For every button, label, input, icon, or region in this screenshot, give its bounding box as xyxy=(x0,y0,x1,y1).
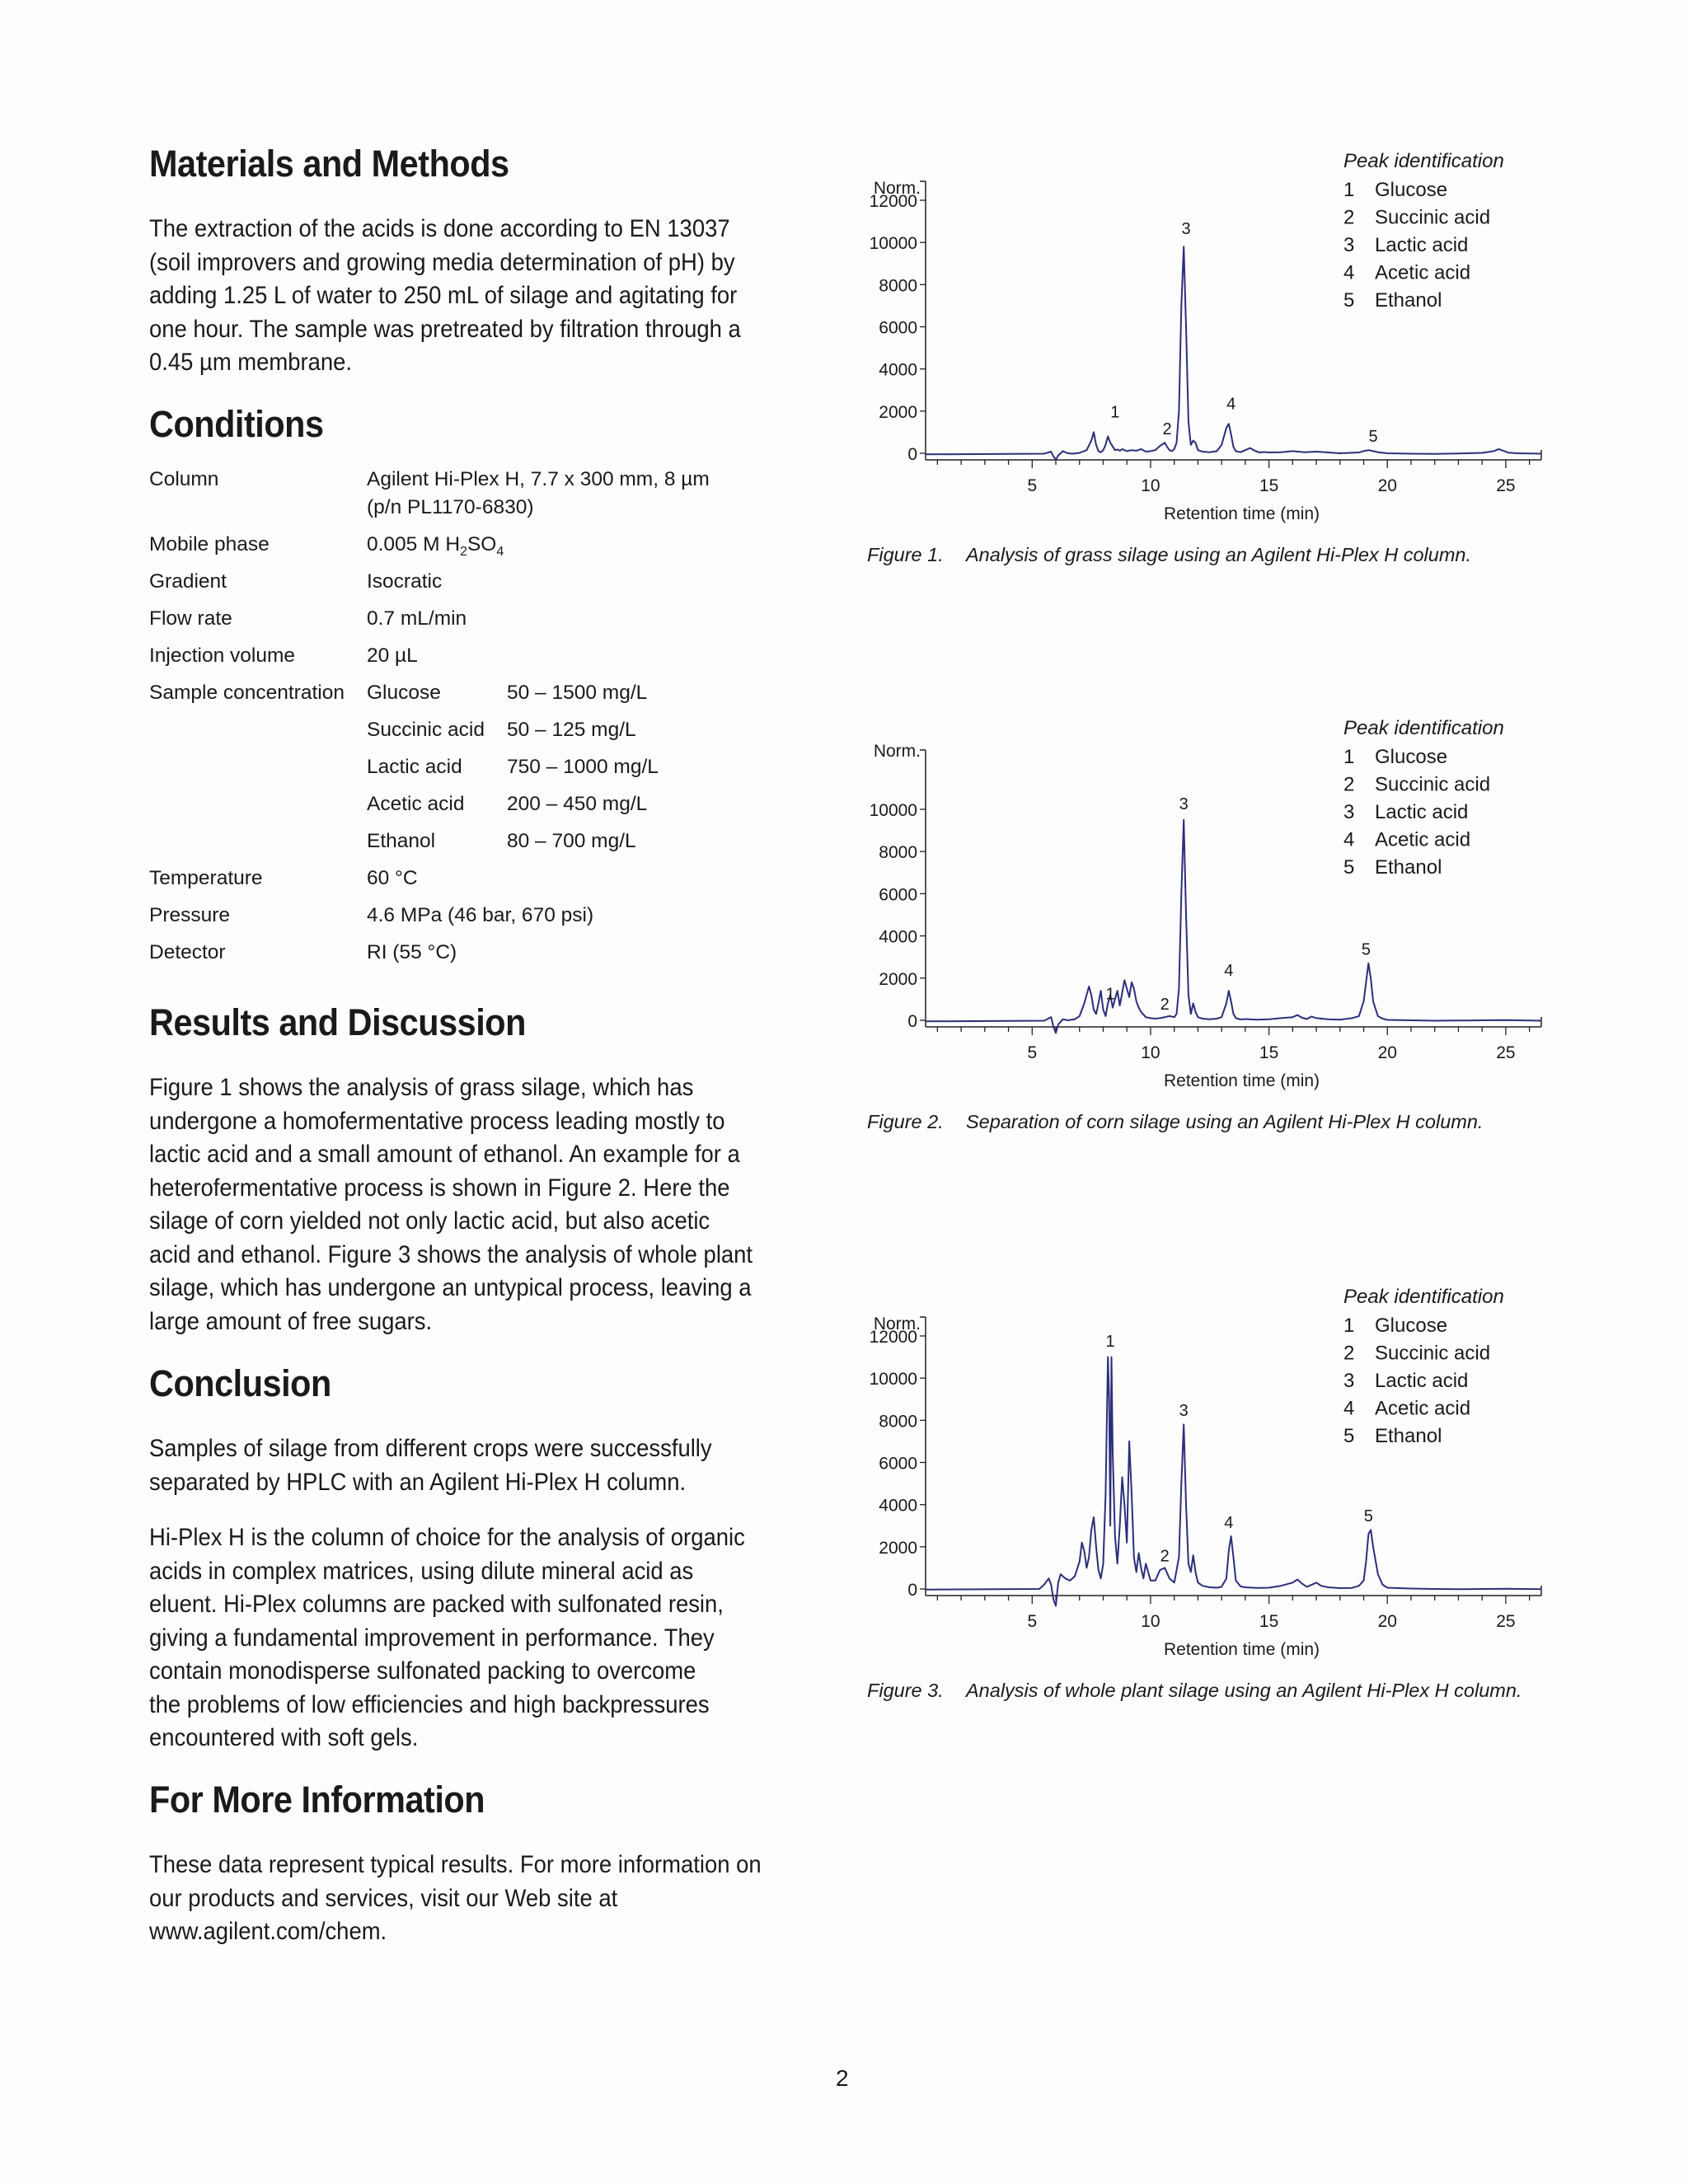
x-tick-label: 15 xyxy=(1259,1043,1279,1062)
caption-text: Analysis of whole plant silage using an Agilent Hi-Plex H column. xyxy=(966,1680,1522,1701)
condition-value: 20 µL xyxy=(367,644,418,667)
figure-label: Figure 2. xyxy=(867,1111,944,1132)
peak-label: 3 xyxy=(1181,219,1191,238)
sample-name: Glucose xyxy=(367,682,441,704)
legend-entry: Lactic acid xyxy=(1375,234,1469,256)
condition-label: Sample concentration xyxy=(149,682,345,704)
legend-title: Peak identification xyxy=(1343,150,1504,172)
more-info-heading: For More Information xyxy=(149,1779,485,1821)
condition-value: 0.7 mL/min xyxy=(367,607,467,630)
text-line: Samples of silage from different crops were successfully xyxy=(149,1435,712,1462)
text-line: giving a fundamental improvement in performance. They xyxy=(149,1624,715,1652)
condition-label: Gradient xyxy=(149,570,227,593)
sample-name: Acetic acid xyxy=(367,793,465,815)
legend-entry: Acetic acid xyxy=(1375,828,1471,851)
x-tick-label: 25 xyxy=(1496,1043,1516,1062)
text-line: silage, which has undergone an untypical process, leaving a xyxy=(149,1274,752,1301)
legend-entry: Succinic acid xyxy=(1375,1342,1491,1365)
sample-name: Ethanol xyxy=(367,830,436,852)
figure-label: Figure 3. xyxy=(867,1680,944,1701)
text-line: heterofermentative process is shown in Figure 2. Here the xyxy=(149,1174,730,1202)
text-line: adding 1.25 L of water to 250 mL of silage and agitating for xyxy=(149,282,738,309)
peak-label: 5 xyxy=(1368,427,1378,446)
chromatogram-chart xyxy=(857,1276,1681,1737)
condition-value: (p/n PL1170-6830) xyxy=(367,496,534,518)
legend-entry: Glucose xyxy=(1375,1315,1448,1337)
legend-entry: Glucose xyxy=(1375,746,1448,768)
legend-title: Peak identification xyxy=(1343,1286,1504,1308)
x-tick-label: 5 xyxy=(1027,1612,1038,1631)
x-tick-label: 25 xyxy=(1496,1612,1516,1631)
more-info-paragraph xyxy=(149,1849,816,1949)
sample-range: 200 – 450 mg/L xyxy=(507,793,648,815)
y-tick-label: 6000 xyxy=(879,318,917,338)
text-line: The extraction of the acids is done according to EN 13037 xyxy=(149,215,730,242)
sample-range: 50 – 125 mg/L xyxy=(507,719,636,741)
legend-entry: Ethanol xyxy=(1375,856,1442,879)
text-line: our products and services, visit our Web site at xyxy=(149,1884,618,1912)
condition-value: 60 °C xyxy=(367,867,418,889)
peak-label: 5 xyxy=(1361,940,1371,959)
sample-range: 80 – 700 mg/L xyxy=(507,830,636,852)
text-line: undergone a homofermentative process leading mostly to xyxy=(149,1107,725,1135)
formula-subscript: 4 xyxy=(496,544,504,559)
legend-entry: Glucose xyxy=(1375,179,1448,201)
x-tick-label: 15 xyxy=(1259,476,1279,495)
condition-value: RI (55 °C) xyxy=(367,941,457,963)
legend-number: 4 xyxy=(1343,261,1355,284)
y-tick-label: 0 xyxy=(907,1581,917,1600)
y-axis-label: Norm. xyxy=(873,742,921,761)
conclusion-heading: Conclusion xyxy=(149,1362,331,1404)
y-axis-label: Norm. xyxy=(873,1315,921,1333)
chromatogram-line xyxy=(926,1357,1541,1606)
x-axis-label: Retention time (min) xyxy=(1163,1071,1320,1090)
text-line: encountered with soft gels. xyxy=(149,1724,419,1751)
condition-label: Flow rate xyxy=(149,607,232,630)
x-axis-label: Retention time (min) xyxy=(1163,504,1320,523)
results-paragraph xyxy=(149,1071,816,1338)
legend-number: 2 xyxy=(1343,1342,1355,1365)
peak-label: 2 xyxy=(1160,996,1170,1015)
y-tick-label: 8000 xyxy=(879,276,917,296)
legend-number: 2 xyxy=(1343,773,1355,796)
peak-label: 4 xyxy=(1224,1513,1234,1532)
peak-label: 4 xyxy=(1226,395,1236,414)
formula-part: SO xyxy=(467,533,497,555)
text-line: acid and ethanol. Figure 3 shows the analysis of whole plant xyxy=(149,1240,753,1268)
figure-caption xyxy=(867,544,1471,566)
conclusion-paragraph-2 xyxy=(149,1521,816,1755)
peak-label: 2 xyxy=(1162,419,1172,438)
sample-name: Succinic acid xyxy=(367,719,485,741)
y-tick-label: 12000 xyxy=(869,1328,917,1347)
legend-entry: Succinic acid xyxy=(1375,206,1491,229)
text-line: silage of corn yielded not only lactic acid, but also acetic xyxy=(149,1207,710,1235)
x-tick-label: 10 xyxy=(1141,1043,1160,1062)
conditions-heading: Conditions xyxy=(149,403,324,445)
x-tick-label: 25 xyxy=(1496,476,1516,495)
y-tick-label: 8000 xyxy=(879,1412,917,1432)
caption-text: Analysis of grass silage using an Agilent Hi-Plex H column. xyxy=(966,544,1472,565)
caption-text: Separation of corn silage using an Agilent Hi-Plex H column. xyxy=(966,1111,1484,1132)
text-line: eluent. Hi-Plex columns are packed with sulfonated resin, xyxy=(149,1591,724,1618)
legend-number: 5 xyxy=(1343,289,1355,312)
x-tick-label: 10 xyxy=(1141,476,1160,495)
text-line: the problems of low efficiencies and high backpressures xyxy=(149,1690,710,1718)
formula-subscript: 2 xyxy=(460,544,467,559)
chromatogram-line xyxy=(926,820,1541,1033)
chromatogram-chart xyxy=(857,707,1681,1169)
y-tick-label: 4000 xyxy=(879,360,917,380)
sample-name: Lactic acid xyxy=(367,756,462,778)
y-tick-label: 10000 xyxy=(869,1370,917,1390)
legend-number: 3 xyxy=(1343,1370,1355,1392)
chromatogram-chart xyxy=(857,140,1681,602)
x-tick-label: 5 xyxy=(1027,476,1038,495)
legend-number: 2 xyxy=(1343,206,1355,229)
text-line: one hour. The sample was pretreated by filtration through a xyxy=(149,315,741,343)
x-axis-label: Retention time (min) xyxy=(1163,1640,1320,1659)
legend-entry: Lactic acid xyxy=(1375,1370,1469,1392)
text-line: separated by HPLC with an Agilent Hi-Plex H column. xyxy=(149,1468,687,1496)
legend-number: 5 xyxy=(1343,856,1355,879)
y-tick-label: 4000 xyxy=(879,927,917,947)
figure-caption xyxy=(867,1111,1483,1133)
peak-label: 1 xyxy=(1105,985,1115,1004)
legend-number: 3 xyxy=(1343,801,1355,823)
condition-value: Agilent Hi-Plex H, 7.7 x 300 mm, 8 µm xyxy=(367,468,710,490)
x-tick-label: 20 xyxy=(1377,1043,1397,1062)
y-tick-label: 4000 xyxy=(879,1496,917,1516)
conclusion-paragraph-1 xyxy=(149,1432,816,1499)
text-line: Figure 1 shows the analysis of grass silage, which has xyxy=(149,1074,694,1101)
text-line: acids in complex matrices, using dilute mineral acid as xyxy=(149,1557,694,1585)
text-line: lactic acid and a small amount of ethanol. An example for a xyxy=(149,1141,740,1168)
y-tick-label: 6000 xyxy=(879,885,917,905)
figure-1 xyxy=(857,140,1681,602)
figure-label: Figure 1. xyxy=(867,544,944,565)
condition-label: Column xyxy=(149,468,219,490)
legend-number: 4 xyxy=(1343,1397,1355,1420)
sample-range: 50 – 1500 mg/L xyxy=(507,682,648,704)
materials-methods-heading: Materials and Methods xyxy=(149,143,509,185)
condition-value: Isocratic xyxy=(367,570,443,593)
y-tick-label: 12000 xyxy=(869,192,917,211)
text-line: Hi-Plex H is the column of choice for the analysis of organic xyxy=(149,1524,745,1551)
condition-value: 4.6 MPa (46 bar, 670 psi) xyxy=(367,904,594,926)
condition-label: Mobile phase xyxy=(149,533,270,555)
text-line: www.agilent.com/chem. xyxy=(149,1918,387,1945)
legend-entry: Succinic acid xyxy=(1375,773,1491,796)
legend-entry: Acetic acid xyxy=(1375,1397,1471,1420)
peak-label: 3 xyxy=(1179,1402,1189,1421)
text-line: These data represent typical results. For more information on xyxy=(149,1851,762,1878)
text-line: 0.45 µm membrane. xyxy=(149,349,353,376)
figure-2 xyxy=(857,707,1681,1169)
legend-entry: Ethanol xyxy=(1375,289,1442,312)
y-tick-label: 2000 xyxy=(879,402,917,422)
legend-number: 5 xyxy=(1343,1425,1355,1447)
y-tick-label: 0 xyxy=(907,445,917,464)
y-axis-label: Norm. xyxy=(873,179,921,198)
legend-entry: Acetic acid xyxy=(1375,261,1471,284)
peak-label: 1 xyxy=(1110,403,1120,422)
condition-label: Detector xyxy=(149,941,226,963)
y-tick-label: 8000 xyxy=(879,843,917,863)
x-tick-label: 10 xyxy=(1141,1612,1160,1631)
text-line: (soil improvers and growing media determination of pH) by xyxy=(149,248,735,276)
condition-value xyxy=(367,533,504,560)
peak-label: 3 xyxy=(1179,795,1189,813)
y-tick-label: 6000 xyxy=(879,1454,917,1474)
page-number: 2 xyxy=(836,2065,849,2091)
peak-label: 5 xyxy=(1363,1507,1373,1526)
x-tick-label: 15 xyxy=(1259,1612,1279,1631)
y-tick-label: 10000 xyxy=(869,234,917,254)
legend-number: 1 xyxy=(1343,1315,1355,1337)
x-tick-label: 20 xyxy=(1377,476,1397,495)
materials-methods-paragraph xyxy=(149,213,816,380)
sample-range: 750 – 1000 mg/L xyxy=(507,756,659,778)
legend-entry: Ethanol xyxy=(1375,1425,1442,1447)
y-tick-label: 10000 xyxy=(869,801,917,820)
x-tick-label: 20 xyxy=(1377,1612,1397,1631)
legend-number: 4 xyxy=(1343,828,1355,851)
results-heading: Results and Discussion xyxy=(149,1001,526,1043)
peak-label: 4 xyxy=(1224,962,1234,981)
x-tick-label: 5 xyxy=(1027,1043,1038,1062)
peak-label: 1 xyxy=(1105,1332,1115,1351)
legend-number: 1 xyxy=(1343,179,1355,201)
legend-number: 3 xyxy=(1343,234,1355,256)
y-tick-label: 2000 xyxy=(879,1538,917,1558)
figure-caption xyxy=(867,1680,1522,1702)
y-tick-label: 2000 xyxy=(879,969,917,989)
text-line: contain monodisperse sulfonated packing to overcome xyxy=(149,1657,696,1685)
y-tick-label: 0 xyxy=(907,1012,917,1031)
figure-3 xyxy=(857,1276,1681,1737)
condition-label: Injection volume xyxy=(149,644,296,667)
condition-label: Temperature xyxy=(149,867,263,889)
legend-entry: Lactic acid xyxy=(1375,801,1469,823)
legend-number: 1 xyxy=(1343,746,1355,768)
condition-label: Pressure xyxy=(149,904,231,926)
text-line: large amount of free sugars. xyxy=(149,1307,433,1335)
peak-label: 2 xyxy=(1160,1547,1170,1566)
legend-title: Peak identification xyxy=(1343,717,1504,739)
formula-part: 0.005 M H xyxy=(367,533,461,555)
